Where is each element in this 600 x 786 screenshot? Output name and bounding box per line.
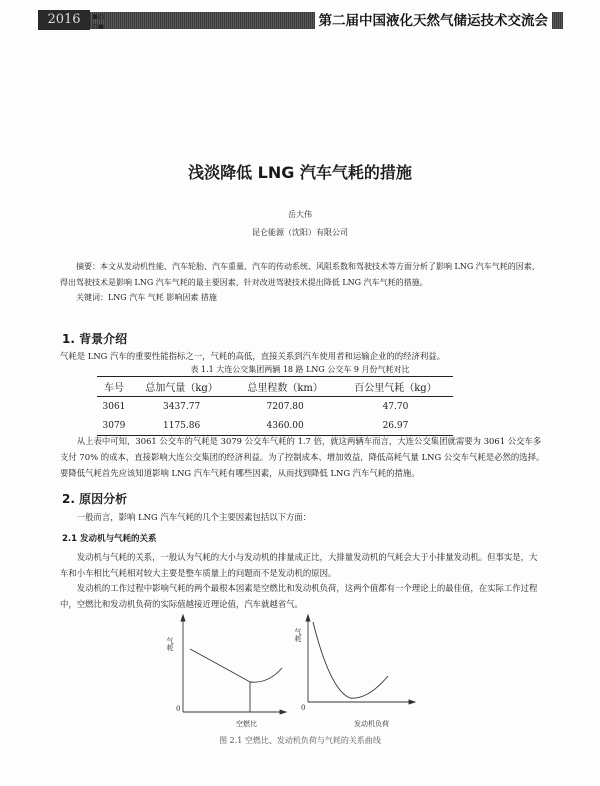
- table-caption: 表 1.1 大连公交集团两辆 18 路 LNG 公交车 9 月份气耗对比: [190, 365, 410, 374]
- right-ylabel: 气耗: [294, 628, 302, 642]
- left-xlabel: 空燃比: [236, 720, 257, 728]
- table-cell: 1175.86: [163, 420, 201, 431]
- table-cell: 7207.80: [266, 401, 304, 412]
- left-origin: 0: [176, 705, 181, 713]
- abstract: 摘要：本文从发动机性能、汽车轮胎、汽车重量、汽车的传动系统、风阻系数和驾驶技术等方面分析了影响 LNG 汽车气耗的因素，得出驾驶技术是影响 LNG 汽车气耗的最主要因素，针对改进驾驶技术提出降低 LNG 汽车气耗的措施。: [60, 262, 540, 287]
- keywords: 关键词：LNG 汽车 气耗 影响因素 措施: [76, 293, 217, 302]
- left-curve: [190, 649, 282, 682]
- section-1-heading: 1. 背景介绍: [62, 332, 128, 346]
- section-2-intro: 一般而言，影响 LNG 汽车气耗的几个主要因素包括以下方面：: [76, 512, 312, 522]
- table-header: 总里程数（km）: [232, 377, 338, 397]
- table-cell: 4360.00: [266, 420, 304, 431]
- table-header: 百公里气耗（kg）: [338, 377, 453, 397]
- right-y-arrow-icon: [306, 615, 310, 621]
- right-chart: [306, 615, 415, 704]
- subsection-2-1-heading: 2.1 发动机与气耗的关系: [62, 534, 157, 544]
- table-cell: 47.70: [382, 401, 409, 412]
- section-1-intro: 气耗是 LNG 汽车的重要性能指标之一，气耗的高低，直接关系到汽车使用者和运输企业的的经济利益。: [60, 351, 446, 361]
- table-header: 车号: [97, 377, 131, 397]
- paper-title: 浅淡降低 LNG 汽车气耗的措施: [188, 163, 412, 182]
- subsection-2-1-para-2: 发动机的工作过程中影响气耗的两个最根本因素是空燃比和发动机负荷，这两个值都有一个理论上的最佳值，在实际工作过程中，空燃比和发动机负荷的实际值越接近理论值，汽车就越省气。: [60, 583, 538, 609]
- author: 岳大伟: [288, 210, 312, 219]
- table-cell: 3061: [102, 401, 126, 412]
- table-cell: 3437.77: [163, 401, 201, 412]
- header-year: 2016: [38, 10, 90, 30]
- table-cell: 26.97: [382, 420, 409, 431]
- left-chart: [181, 615, 286, 714]
- section-1-analysis: 从上表中可知，3061 公交车的气耗是 3079 公交车气耗的 1.7 倍，就这两辆车而言，大连公交集团就需要为 3061 公交车多支付 70% 的成本，直接影响大连公交集团的经济利益。为了控制成本、增加效益，降低高耗气量 LNG 公交车气耗是必然的选择。要降低气耗首先应该知道影响 LNG 汽车气耗有哪些因素，从而找到降低 LNG 汽车气耗的措施。: [60, 436, 545, 478]
- right-x-arrow-icon: [409, 700, 415, 704]
- left-x-arrow-icon: [280, 710, 286, 714]
- affiliation: 昆仑能源（沈阳）有限公司: [252, 228, 348, 237]
- left-y-arrow-icon: [181, 615, 185, 621]
- header-ornament-icon: ▪▫ ▫▪: [92, 12, 105, 32]
- subsection-2-1-para-1: 发动机与气耗的关系，一般认为气耗的大小与发动机的排量成正比，大排量发动机的气耗会大于小排量发动机。但事实是，大车和小车相比气耗相对较大主要是整车质量上的问题而不是发动机的原因。: [60, 552, 538, 578]
- table-cell: 3079: [102, 420, 126, 431]
- right-origin: 0: [301, 704, 306, 712]
- figure-caption: 图 2.1 空燃比、发动机负荷与气耗的关系曲线: [219, 736, 381, 745]
- conference-title: 第二届中国液化天然气储运技术交流会: [315, 9, 553, 29]
- section-2-heading: 2. 原因分析: [62, 492, 128, 506]
- right-xlabel: 发动机负荷: [354, 720, 389, 728]
- left-ylabel: 气耗: [166, 637, 174, 651]
- right-curve: [313, 622, 388, 698]
- table-header: 总加气量（kg）: [131, 377, 232, 397]
